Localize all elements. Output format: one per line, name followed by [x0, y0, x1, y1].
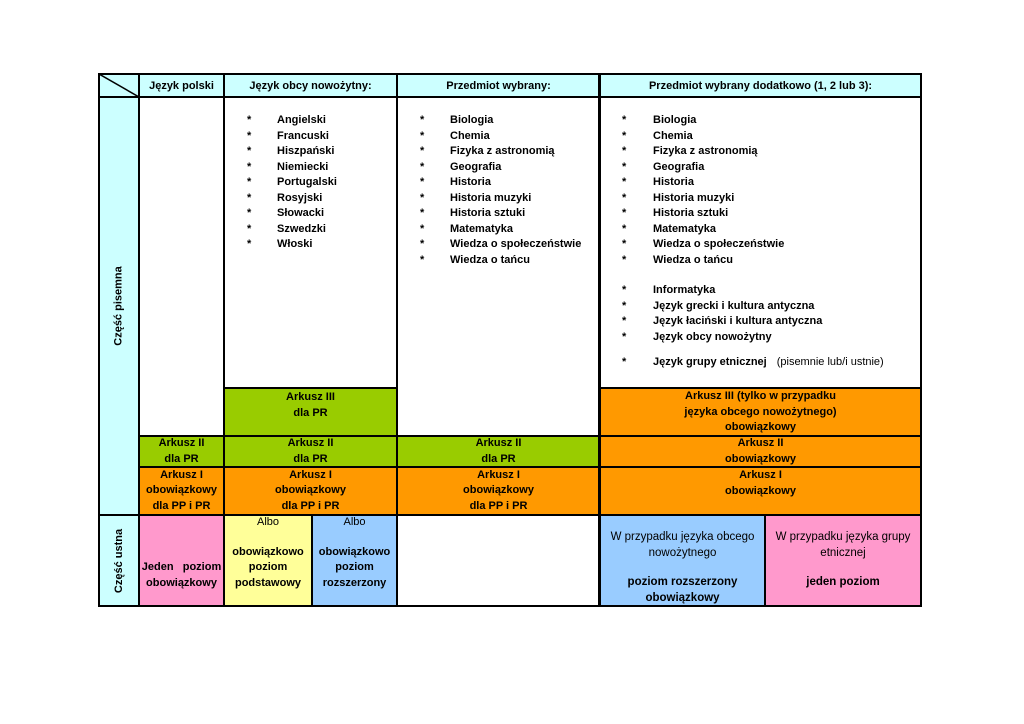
border [98, 605, 922, 607]
arkusz-2-obcy-line1: Arkusz II [287, 437, 334, 449]
arkusz-1-wybrany-line1: Arkusz I [477, 468, 520, 481]
jezyk-label: Rosyjski [277, 191, 323, 204]
arkusz-1-polski-line3: dla PP i PR [152, 499, 211, 512]
bullet: * [247, 145, 252, 157]
bullet: * [420, 253, 425, 266]
arkusz-2-dodatkowo-line2: obowiązkowy [725, 452, 796, 465]
arkusz-2-polski [139, 436, 224, 467]
bullet: * [247, 238, 252, 250]
ustna-obcy-pp-line2: poziom [248, 561, 288, 573]
bullet: * [622, 330, 627, 343]
border [139, 435, 922, 437]
arkusz-1-obcy-line1: Arkusz I [289, 468, 332, 481]
arkusz-1-polski-line1: Arkusz I [160, 468, 203, 481]
jezyk-label: Niemiecki [277, 160, 329, 173]
bullet: * [420, 207, 425, 219]
przedmiot-dodatkowy-item [622, 330, 912, 346]
przedmiot-dodatkowy-label: Matematyka [653, 222, 716, 235]
bullet: * [420, 176, 425, 188]
arkusz-2-dodatkowo [600, 436, 921, 467]
arkusz-2-obcy [224, 436, 397, 467]
przedmiot-dodatkowy-label: Wiedza o społeczeństwie [653, 238, 785, 250]
arkusz-3-dodatkowo-line3: obowiązkowy [725, 421, 796, 433]
przedmiot-dodatkowy-label: Historia [653, 176, 694, 188]
bullet: * [622, 160, 627, 173]
list-jezyki-obce [247, 113, 387, 253]
przedmiot-label: Historia muzyki [450, 191, 532, 204]
przedmiot-dodatkowy-item [622, 314, 912, 330]
przedmiot-dodatkowy-label: Język grecki i kultura antyczna [653, 299, 815, 312]
arkusz-2-polski-line2: dla PR [164, 452, 199, 465]
border [138, 73, 140, 607]
przedmiot-dodatkowy-item [622, 283, 912, 299]
etniczny-note: (pisemnie lub/i ustnie) [776, 356, 884, 368]
bullet: * [247, 222, 252, 235]
przedmiot-item [420, 160, 595, 176]
arkusz-2-wybrany-line1: Arkusz II [475, 437, 522, 449]
przedmiot-dodatkowy-item [622, 144, 912, 160]
jezyk-item [247, 175, 387, 191]
border [224, 387, 397, 389]
bullet: * [622, 238, 627, 250]
przedmiot-item [420, 129, 595, 145]
border [223, 73, 225, 607]
bullet: * [247, 160, 252, 173]
bullet: * [420, 191, 425, 204]
przedmiot-dodatkowy-label: Informatyka [653, 284, 716, 296]
arkusz-1-dodatkowo [600, 467, 921, 515]
ustna-obcy-podstawowy [224, 515, 312, 606]
jezyk-label: Francuski [277, 129, 329, 142]
side-label-ustna [99, 515, 139, 606]
arkusz-3-obcy [224, 388, 397, 436]
jezyk-item [247, 129, 387, 145]
przedmiot-dodatkowy-label: Wiedza o tańcu [653, 253, 733, 266]
ustna-polski [139, 515, 224, 606]
header-jezyk-polski: Język polski [139, 74, 224, 97]
ustna-obcy-pr-line2: poziom [335, 561, 374, 573]
przedmiot-dodatkowy-item [622, 253, 912, 269]
side-label-pisemna [99, 97, 139, 515]
bullet: * [622, 284, 627, 296]
przedmiot-item [420, 191, 595, 207]
przedmiot-dodatkowy-item [622, 175, 912, 191]
ustna-obcy-pr-line3: rozszerzony [322, 576, 387, 589]
ustna-obcy-pr-albo: Albo [343, 516, 366, 528]
przedmiot-item [420, 175, 595, 191]
przedmiot-item [420, 237, 595, 253]
bullet: * [622, 222, 627, 235]
header-przedmiot-dodatkowo: Przedmiot wybrany dodatkowo (1, 2 lub 3): [600, 74, 921, 97]
przedmiot-dodatkowy-label: Geografia [653, 160, 705, 173]
bullet: * [420, 222, 425, 235]
header-jezyk-obcy: Język obcy nowożytny: [224, 74, 397, 97]
jezyk-item [247, 191, 387, 207]
przedmiot-dodatkowy-item [622, 160, 912, 176]
diagonal-line-icon [99, 74, 139, 97]
przedmiot-item [420, 222, 595, 238]
ustna-obcy-rozszerzony [312, 515, 397, 606]
arkusz-1-obcy-line2: obowiązkowy [275, 484, 346, 497]
bullet: * [247, 191, 252, 204]
przedmiot-dodatkowy-label: Historia muzyki [653, 191, 735, 204]
arkusz-3-obcy-line2: dla PR [293, 406, 328, 419]
border [920, 73, 922, 607]
jezyk-label: Portugalski [277, 176, 337, 188]
przedmiot-dodatkowy-label: Język łaciński i kultura antyczna [653, 315, 823, 327]
przedmiot-dodatkowy-item [622, 237, 912, 253]
arkusz-1-obcy-line3: dla PP i PR [281, 499, 340, 512]
jezyk-label: Włoski [277, 238, 313, 250]
ustna-dod-obcy-top1: W przypadku języka obcego [610, 531, 755, 543]
ustna-dod-obcy-top2: nowożytnego [648, 546, 717, 559]
przedmiot-item [420, 113, 595, 129]
przedmiot-label: Fizyka z astronomią [450, 145, 555, 157]
ustna-obcy-pp-line3: podstawowy [234, 576, 301, 589]
jezyk-label: Angielski [277, 114, 326, 126]
bullet: * [622, 129, 627, 142]
przedmiot-label: Wiedza o społeczeństwie [450, 238, 582, 250]
bullet: * [247, 129, 252, 142]
border [764, 515, 766, 606]
bullet: * [622, 114, 627, 126]
ustna-obcy-pp-line1: obowiązkowo [232, 545, 304, 558]
border [98, 514, 922, 516]
ustna-dod-etn-top1: W przypadku języka grupy [775, 531, 911, 543]
przedmiot-label: Chemia [450, 129, 490, 142]
jezyk-item [247, 160, 387, 176]
bullet: * [622, 191, 627, 204]
arkusz-1-wybrany [397, 467, 600, 515]
arkusz-3-dodatkowo-line1: Arkusz III (tylko w przypadku [685, 390, 836, 402]
border [98, 73, 922, 75]
list-przedmioty-wybrane [420, 113, 595, 268]
bullet: * [420, 160, 425, 173]
bullet: * [420, 238, 425, 250]
arkusz-2-wybrany [397, 436, 600, 467]
przedmiot-item [420, 253, 595, 269]
przedmiot-dodatkowy-item [622, 299, 912, 315]
przedmiot-dodatkowy-label: Biologia [653, 114, 697, 126]
przedmiot-dodatkowy-label: Chemia [653, 129, 693, 142]
border [98, 73, 100, 607]
przedmiot-label: Historia sztuki [450, 207, 526, 219]
przedmiot-dodatkowy-item [622, 191, 912, 207]
arkusz-3-dodatkowo-line2: języka obcego nowożytnego) [684, 405, 837, 418]
header-przedmiot-wybrany: Przedmiot wybrany: [397, 74, 600, 97]
etniczny-row [622, 354, 917, 370]
przedmiot-dodatkowy-item [622, 129, 912, 145]
etniczny-label: Język grupy etnicznej [653, 356, 767, 368]
ustna-polski-line2: obowiązkowy [146, 576, 217, 589]
bullet: * [247, 114, 252, 126]
jezyk-item [247, 237, 387, 253]
przedmiot-label: Matematyka [450, 222, 513, 235]
bullet: * [622, 356, 627, 368]
border [311, 515, 313, 606]
border [396, 73, 398, 607]
border [598, 73, 601, 607]
bullet: * [247, 176, 252, 188]
arkusz-3-dodatkowo [600, 388, 921, 436]
ustna-obcy-pr-line1: obowiązkowo [318, 545, 391, 558]
bullet: * [420, 129, 425, 142]
przedmiot-item [420, 206, 595, 222]
arkusz-1-wybrany-line3: dla PP i PR [469, 499, 528, 512]
bullet: * [622, 207, 627, 219]
przedmiot-dodatkowy-item [622, 113, 912, 129]
bullet: * [622, 299, 627, 312]
arkusz-1-wybrany-line2: obowiązkowy [463, 484, 534, 497]
arkusz-1-obcy [224, 467, 397, 515]
jezyk-label: Szwedzki [277, 222, 326, 235]
przedmiot-dodatkowy-label: Język obcy nowożytny [653, 330, 772, 343]
bullet: * [622, 176, 627, 188]
ustna-obcy-pp-albo: Albo [256, 516, 280, 528]
bullet: * [622, 253, 627, 266]
arkusz-2-wybrany-line2: dla PR [481, 452, 516, 465]
ustna-dod-obcy-bottom1: poziom rozszerzony [627, 576, 738, 588]
przedmiot-item [420, 144, 595, 160]
jezyk-label: Słowacki [277, 207, 325, 219]
arkusz-1-dodatkowo-line1: Arkusz I [739, 469, 782, 481]
side-label-pisemna-text: Część pisemna [113, 266, 126, 346]
bullet: * [420, 145, 425, 157]
arkusz-1-dodatkowo-line2: obowiązkowy [725, 484, 796, 497]
jezyk-item [247, 144, 387, 160]
list-przedmioty-dodatkowe [622, 113, 912, 268]
bullet: * [420, 114, 425, 126]
arkusz-3-obcy-line1: Arkusz III [286, 391, 335, 403]
arkusz-1-polski-line2: obowiązkowy [146, 484, 217, 497]
jezyk-item [247, 113, 387, 129]
arkusz-1-polski [139, 467, 224, 515]
list-przedmioty-dodatkowe-inne [622, 283, 912, 345]
border [600, 387, 922, 389]
przedmiot-dodatkowy-label: Historia sztuki [653, 207, 729, 219]
bullet: * [622, 315, 627, 327]
ustna-dod-obcy-bottom2: obowiązkowy [645, 591, 720, 604]
jezyk-item [247, 206, 387, 222]
ustna-dodatkowo-etniczny [765, 515, 921, 606]
corner-cell [99, 74, 139, 97]
side-label-ustna-text: Część ustna [113, 528, 126, 593]
border [139, 466, 922, 468]
ustna-polski-line1: Jeden poziom [141, 561, 222, 573]
przedmiot-label: Biologia [450, 114, 494, 126]
arkusz-2-dodatkowo-line1: Arkusz II [737, 437, 784, 449]
jezyk-label: Hiszpański [277, 145, 335, 157]
border [98, 96, 922, 98]
jezyk-item [247, 222, 387, 238]
ustna-dod-etn-top2: etnicznej [820, 546, 866, 559]
przedmiot-label: Historia [450, 176, 491, 188]
arkusz-2-polski-line1: Arkusz II [158, 437, 205, 449]
przedmiot-dodatkowy-item [622, 206, 912, 222]
przedmiot-label: Geografia [450, 160, 502, 173]
bullet: * [622, 145, 627, 157]
przedmiot-dodatkowy-item [622, 222, 912, 238]
arkusz-2-obcy-line2: dla PR [293, 452, 328, 465]
przedmiot-label: Wiedza o tańcu [450, 253, 530, 266]
bullet: * [247, 207, 252, 219]
ustna-dod-etn-bottom1: jeden poziom [806, 576, 880, 588]
ustna-dodatkowo-obcy [600, 515, 765, 606]
przedmiot-dodatkowy-label: Fizyka z astronomią [653, 145, 758, 157]
